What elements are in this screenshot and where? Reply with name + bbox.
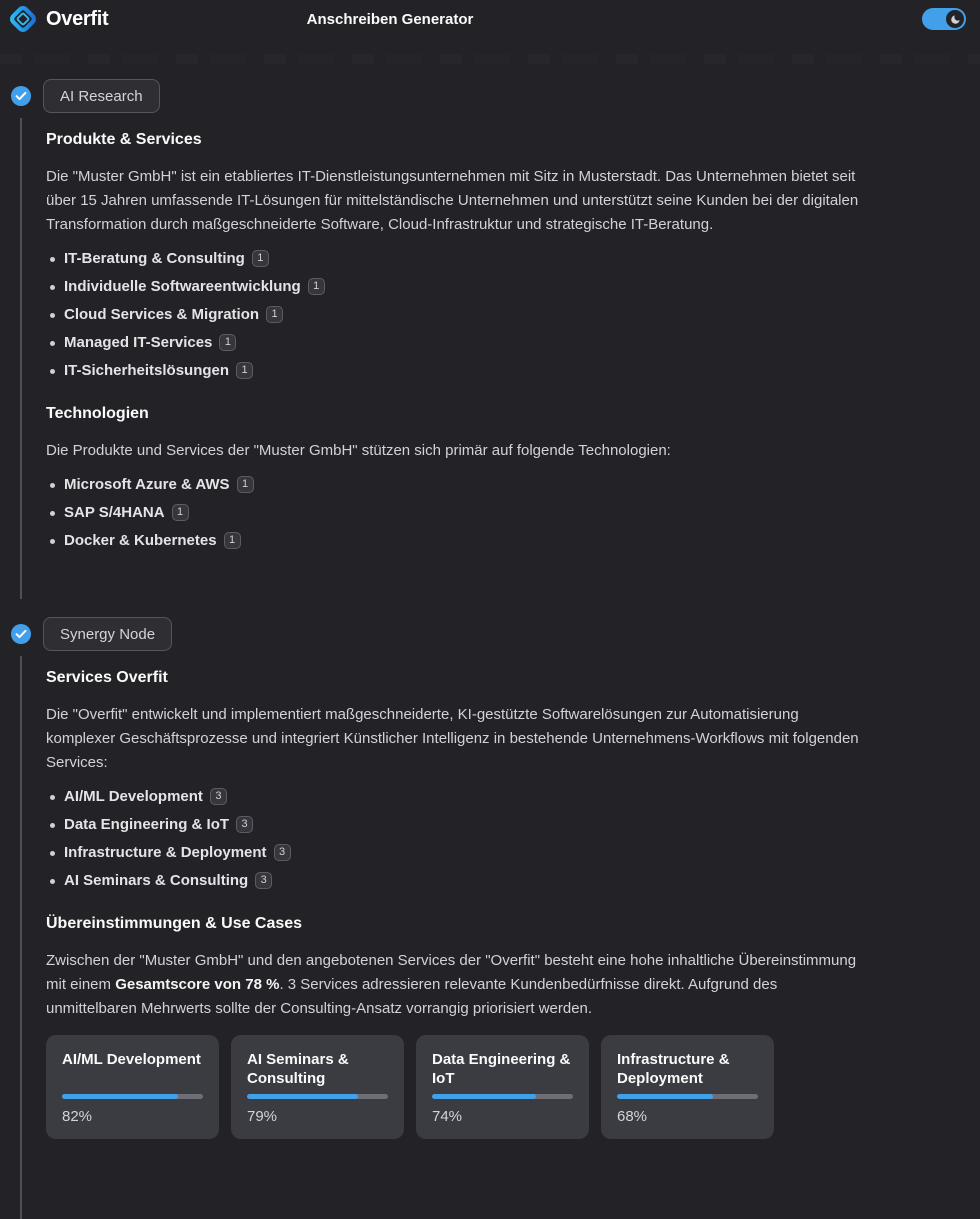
progress-bar-track: [62, 1094, 203, 1099]
paragraph-match-summary: [46, 949, 868, 1021]
list-item: [46, 249, 980, 269]
progress-bar-track: [432, 1094, 573, 1099]
check-icon: [11, 624, 31, 644]
timeline-section-synergy-node: [0, 617, 980, 1219]
brand-logo-icon: [8, 4, 38, 34]
progress-bar-track: [617, 1094, 758, 1099]
list-item-label: AI/ML Development: [64, 788, 203, 805]
heading-technologien: Technologien: [46, 405, 149, 422]
list-item-label: SAP S/4HANA: [64, 504, 165, 521]
step-label-ai-research[interactable]: AI Research: [43, 79, 160, 113]
list-item: [46, 503, 980, 523]
timeline-section-ai-research: [0, 79, 980, 599]
progress-bar-fill: [432, 1094, 536, 1099]
match-card-percent: 74%: [432, 1108, 463, 1125]
citation-count-badge[interactable]: 1: [224, 532, 241, 549]
match-card-percent: 68%: [617, 1108, 648, 1125]
match-card-data-engineering: [416, 1035, 589, 1139]
list-item: [46, 475, 980, 495]
citation-count-badge[interactable]: 1: [308, 278, 325, 295]
step-label-synergy-node[interactable]: Synergy Node: [43, 617, 172, 651]
brand-name: Overfit: [46, 7, 109, 30]
list-item-label: Individuelle Softwareentwicklung: [64, 278, 301, 295]
app-header: [0, 0, 980, 38]
list-item: [46, 333, 980, 353]
step-header: [11, 617, 980, 651]
match-card-title: Data Engineering & IoT: [432, 1051, 571, 1087]
list-item-label: AI Seminars & Consulting: [64, 872, 249, 889]
list-item-label: Docker & Kubernetes: [64, 532, 217, 549]
list-item-label: Managed IT-Services: [64, 334, 213, 351]
match-score-cards: [46, 1035, 980, 1139]
list-item: [46, 815, 980, 835]
progress-bar-fill: [617, 1094, 713, 1099]
moon-icon: [950, 14, 961, 25]
citation-count-badge[interactable]: 1: [236, 362, 253, 379]
theme-toggle-knob: [946, 10, 964, 28]
page-title: Anschreiben Generator: [306, 10, 474, 28]
list-item-label: Data Engineering & IoT: [64, 816, 230, 833]
list-item: [46, 871, 980, 891]
match-card-infrastructure: [601, 1035, 774, 1139]
citation-count-badge[interactable]: 3: [236, 816, 253, 833]
brand: [8, 4, 108, 34]
faded-placeholder-row: [0, 54, 980, 64]
match-card-title: AI/ML Development: [62, 1051, 201, 1068]
list-item-label: Infrastructure & Deployment: [64, 844, 267, 861]
citation-count-badge[interactable]: 1: [252, 250, 269, 267]
step-header: [11, 79, 980, 113]
paragraph-overfit-services: Die "Overfit" entwickelt und implementiert maßgeschneiderte, KI-gestützte Softwarelösungen zur Automatisierung komplexer Geschäftsprozesse und integriert Künstlicher Intelligenz in bestehende Unternehmens-Workflows mit folgenden Services:: [46, 706, 859, 771]
citation-count-badge[interactable]: 1: [172, 504, 189, 521]
progress-bar-fill: [62, 1094, 178, 1099]
list-item: [46, 305, 980, 325]
list-item: [46, 361, 980, 381]
match-card-ai-seminars: [231, 1035, 404, 1139]
citation-count-badge[interactable]: 3: [210, 788, 227, 805]
overall-score-text: Gesamtscore von 78 %: [115, 976, 280, 993]
services-list: [46, 249, 980, 381]
heading-produkte-services: Produkte & Services: [46, 131, 202, 148]
check-icon: [11, 86, 31, 106]
theme-toggle[interactable]: [922, 8, 966, 30]
citation-count-badge[interactable]: 1: [237, 476, 254, 493]
technologies-list: [46, 475, 980, 551]
list-item: [46, 843, 980, 863]
match-card-percent: 79%: [247, 1108, 278, 1125]
step-content: [20, 118, 980, 599]
match-card-title: Infrastructure & Deployment: [617, 1051, 730, 1087]
heading-uebereinstimmungen: Übereinstimmungen & Use Cases: [46, 915, 303, 932]
citation-count-badge[interactable]: 1: [266, 306, 283, 323]
list-item-label: Microsoft Azure & AWS: [64, 476, 230, 493]
match-card-aiml-development: [46, 1035, 219, 1139]
citation-count-badge[interactable]: 3: [274, 844, 291, 861]
overfit-services-list: [46, 787, 980, 891]
citation-count-badge[interactable]: 1: [219, 334, 236, 351]
progress-bar-track: [247, 1094, 388, 1099]
progress-bar-fill: [247, 1094, 358, 1099]
match-card-percent: 82%: [62, 1108, 93, 1125]
timeline: [0, 64, 980, 1219]
paragraph-company-profile: Die "Muster GmbH" ist ein etabliertes IT-Dienstleistungsunternehmen mit Sitz in Musterstadt. Das Unternehmen bietet seit über 15 Jahren umfassende IT-Lösungen für mittelständische Unternehmen und unterstützt seine Kunden bei der digitalen Transformation durch maßgeschneiderte Software, Cloud-Infrastruktur und strategische IT-Beratung.: [46, 168, 859, 233]
heading-services-overfit: Services Overfit: [46, 669, 168, 686]
list-item: [46, 787, 980, 807]
paragraph-technologies-intro: Die Produkte und Services der "Muster GmbH" stützen sich primär auf folgende Technologien:: [46, 442, 671, 459]
step-content: [20, 656, 980, 1219]
list-item-label: IT-Sicherheitslösungen: [64, 362, 230, 379]
list-item-label: Cloud Services & Migration: [64, 306, 260, 323]
list-item: [46, 277, 980, 297]
match-card-title: AI Seminars & Consulting: [247, 1051, 349, 1087]
match-summary-text: Zwischen der "Muster GmbH" und den angebotenen Services der "Overfit" besteht eine hohe inhaltliche Übereinstimmung mit einem: [46, 952, 857, 993]
citation-count-badge[interactable]: 3: [255, 872, 272, 889]
match-summary-text: . 3 Services adressieren relevante Kundenbedürfnisse direkt. Aufgrund des unmittelbaren Mehrwerts sollte der Consulting-Ansatz vorrangig priorisiert werden.: [46, 976, 778, 1017]
list-item: [46, 531, 980, 551]
list-item-label: IT-Beratung & Consulting: [64, 250, 245, 267]
